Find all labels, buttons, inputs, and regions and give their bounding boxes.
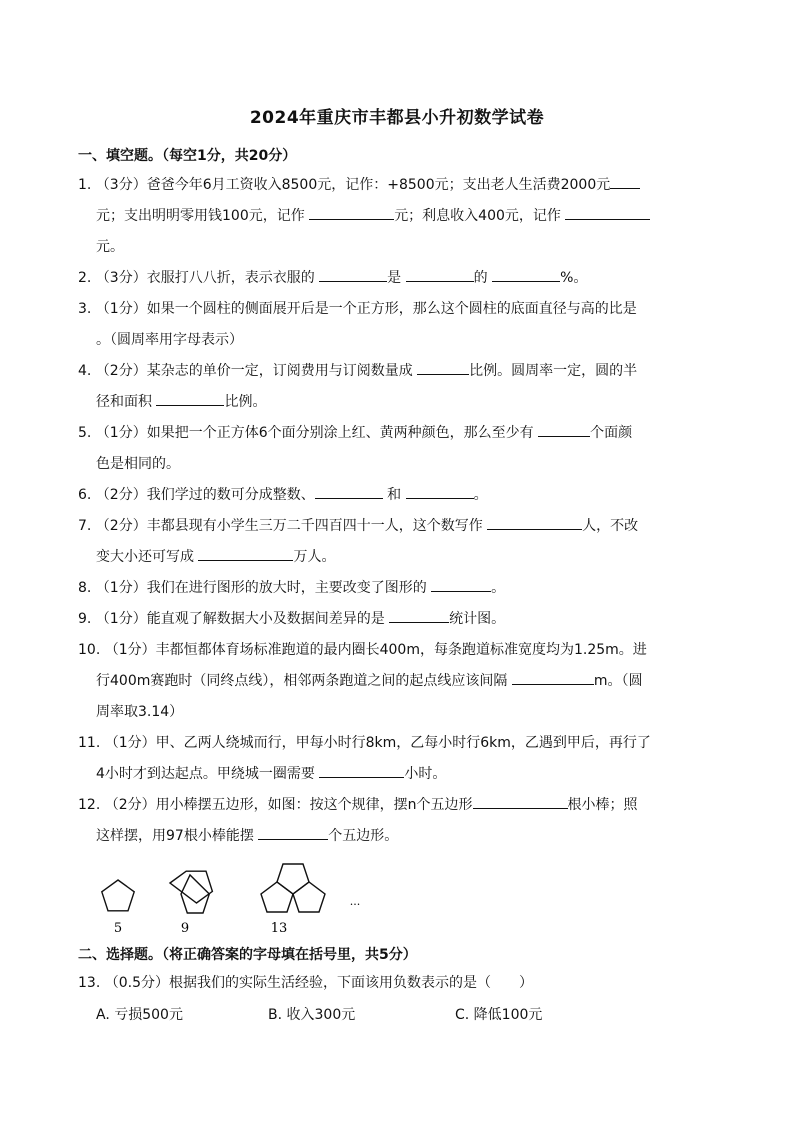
q3-text-a: 3. （1分）如果一个圆柱的侧面展开后是一个正方形，那么这个圆柱的底面直径与高的比是 xyxy=(78,301,637,317)
q10-text-b: 行400m赛跑时（同终点线），相邻两条跑道之间的起点线应该间隔 xyxy=(96,673,508,689)
question-13 xyxy=(78,968,718,999)
q8-text-b: 。 xyxy=(491,580,506,596)
q7-text-b: 人，不改 xyxy=(582,518,639,534)
figure-label-3: 13 xyxy=(270,921,288,936)
q2-text-c: 的 xyxy=(473,270,488,286)
q6-text-c: 。 xyxy=(473,487,488,503)
q7-blank-2[interactable] xyxy=(198,545,293,561)
q2-blank-3[interactable] xyxy=(492,266,560,282)
question-2 xyxy=(78,263,718,294)
q9-text-a: 9. （1分）能直观了解数据大小及数据间差异的是 xyxy=(78,611,385,627)
q7-text-d: 万人。 xyxy=(293,549,336,565)
q7-text-a: 7. （2分）丰都县现有小学生三万二千四百四十一人，这个数写作 xyxy=(78,518,483,534)
pentagon-sticks-figure xyxy=(85,850,375,940)
q9-blank-1[interactable] xyxy=(389,607,449,623)
pentagon-shape xyxy=(102,880,134,911)
q10-text-c: m。（圆 xyxy=(593,673,643,689)
pentagon-shape xyxy=(293,882,325,912)
q5-text-a: 5. （1分）如果把一个正方体6个面分别涂上红、黄两种颜色，那么至少有 xyxy=(78,425,534,441)
q13-option-b[interactable]: B. 收入300元 xyxy=(268,1007,356,1023)
q13-option-c[interactable]: C. 降低100元 xyxy=(455,1007,543,1023)
q4-blank-2[interactable] xyxy=(156,390,224,406)
question-5 xyxy=(78,418,718,480)
q13-text: 13. （0.5分）根据我们的实际生活经验，下面该用负数表示的是（ ） xyxy=(78,975,533,991)
figure-label-1: 5 xyxy=(113,921,123,936)
question-11 xyxy=(78,728,718,790)
q7-blank-1[interactable] xyxy=(487,514,582,530)
q1-text-d: 元。 xyxy=(96,239,124,255)
q5-text-b: 个面颜 xyxy=(590,425,633,441)
q10-text-d: 周率取3.14） xyxy=(96,704,184,720)
q6-text-b: 和 xyxy=(387,487,402,503)
question-9 xyxy=(78,604,718,635)
q8-text-a: 8. （1分）我们在进行图形的放大时，主要改变了图形的 xyxy=(78,580,427,596)
question-7 xyxy=(78,511,718,573)
q1-blank-1[interactable] xyxy=(610,173,640,189)
q4-text-d: 比例。 xyxy=(224,394,267,410)
q2-blank-2[interactable] xyxy=(406,266,474,282)
q1-text-c: 元；利息收入400元，记作 xyxy=(394,208,561,224)
q12-text-d: 个五边形。 xyxy=(328,828,399,844)
question-1 xyxy=(78,170,718,263)
q10-blank-1[interactable] xyxy=(512,669,594,685)
q4-blank-1[interactable] xyxy=(417,359,469,375)
q4-text-b: 比例。圆周率一定，圆的半 xyxy=(469,363,638,379)
q2-text-a: 2. （3分）衣服打八八折，表示衣服的 xyxy=(78,270,315,286)
q13-option-a[interactable]: A. 亏损500元 xyxy=(96,1007,183,1023)
q5-blank-1[interactable] xyxy=(538,421,590,437)
q11-text-c: 小时。 xyxy=(404,766,447,782)
q2-blank-1[interactable] xyxy=(319,266,387,282)
q10-text-a: 10. （1分）丰都恒都体育场标准跑道的最内圈长400m，每条跑道标准宽度均为1.25m。进 xyxy=(78,642,647,658)
q1-blank-3[interactable] xyxy=(565,204,650,220)
q12-blank-2[interactable] xyxy=(258,824,328,840)
q1-text-b: 元；支出明明零用钱100元，记作 xyxy=(96,208,305,224)
q8-blank-1[interactable] xyxy=(431,576,491,592)
q6-blank-2[interactable] xyxy=(406,483,474,499)
q9-text-b: 统计图。 xyxy=(449,611,506,627)
figure-ellipsis: ... xyxy=(349,895,361,908)
question-3 xyxy=(78,294,718,356)
q3-text-b: 。（圆周率用字母表示） xyxy=(96,332,243,348)
q4-text-a: 4. （2分）某杂志的单价一定，订阅费用与订阅数量成 xyxy=(78,363,413,379)
q12-text-a: 12. （2分）用小棒摆五边形，如图：按这个规律，摆n个五边形 xyxy=(78,797,473,813)
q7-text-c: 变大小还可写成 xyxy=(96,549,194,565)
q12-blank-1[interactable] xyxy=(473,793,568,809)
q2-text-d: %。 xyxy=(560,270,588,286)
q2-text-b: 是 xyxy=(387,270,402,286)
q6-blank-1[interactable] xyxy=(315,483,383,499)
q4-text-c: 径和面积 xyxy=(96,394,152,410)
pentagon-shape xyxy=(261,882,293,912)
q11-blank-1[interactable] xyxy=(319,762,404,778)
question-12 xyxy=(78,790,718,852)
question-4 xyxy=(78,356,718,418)
section-choice-title: 二、选择题。（将正确答案的字母填在括号里，共5分） xyxy=(78,947,417,963)
q11-text-a: 11. （1分）甲、乙两人绕城而行，甲每小时行8km，乙每小时行6km，乙遇到甲后，再行了 xyxy=(78,735,651,751)
q6-text-a: 6. （2分）我们学过的数可分成整数、 xyxy=(78,487,315,503)
q1-blank-2[interactable] xyxy=(309,204,394,220)
q11-text-b: 4小时才到达起点。甲绕城一圈需要 xyxy=(96,766,315,782)
exam-title: 2024年重庆市丰都县小升初数学试卷 xyxy=(249,108,545,128)
q5-text-c: 色是相同的。 xyxy=(96,456,180,472)
figure-label-2: 9 xyxy=(180,921,190,936)
pentagon-shape xyxy=(277,864,309,894)
section-fill-in-title: 一、填空题。（每空1分，共20分） xyxy=(78,148,297,164)
q12-text-c: 这样摆，用97根小棒能摆 xyxy=(96,828,254,844)
question-6 xyxy=(78,480,718,511)
q12-text-b: 根小棒；照 xyxy=(567,797,638,813)
question-8 xyxy=(78,573,718,604)
question-10 xyxy=(78,635,718,728)
q1-text-a: 1. （3分）爸爸今年6月工资收入8500元，记作：+8500元；支出老人生活费2000元 xyxy=(78,177,611,193)
